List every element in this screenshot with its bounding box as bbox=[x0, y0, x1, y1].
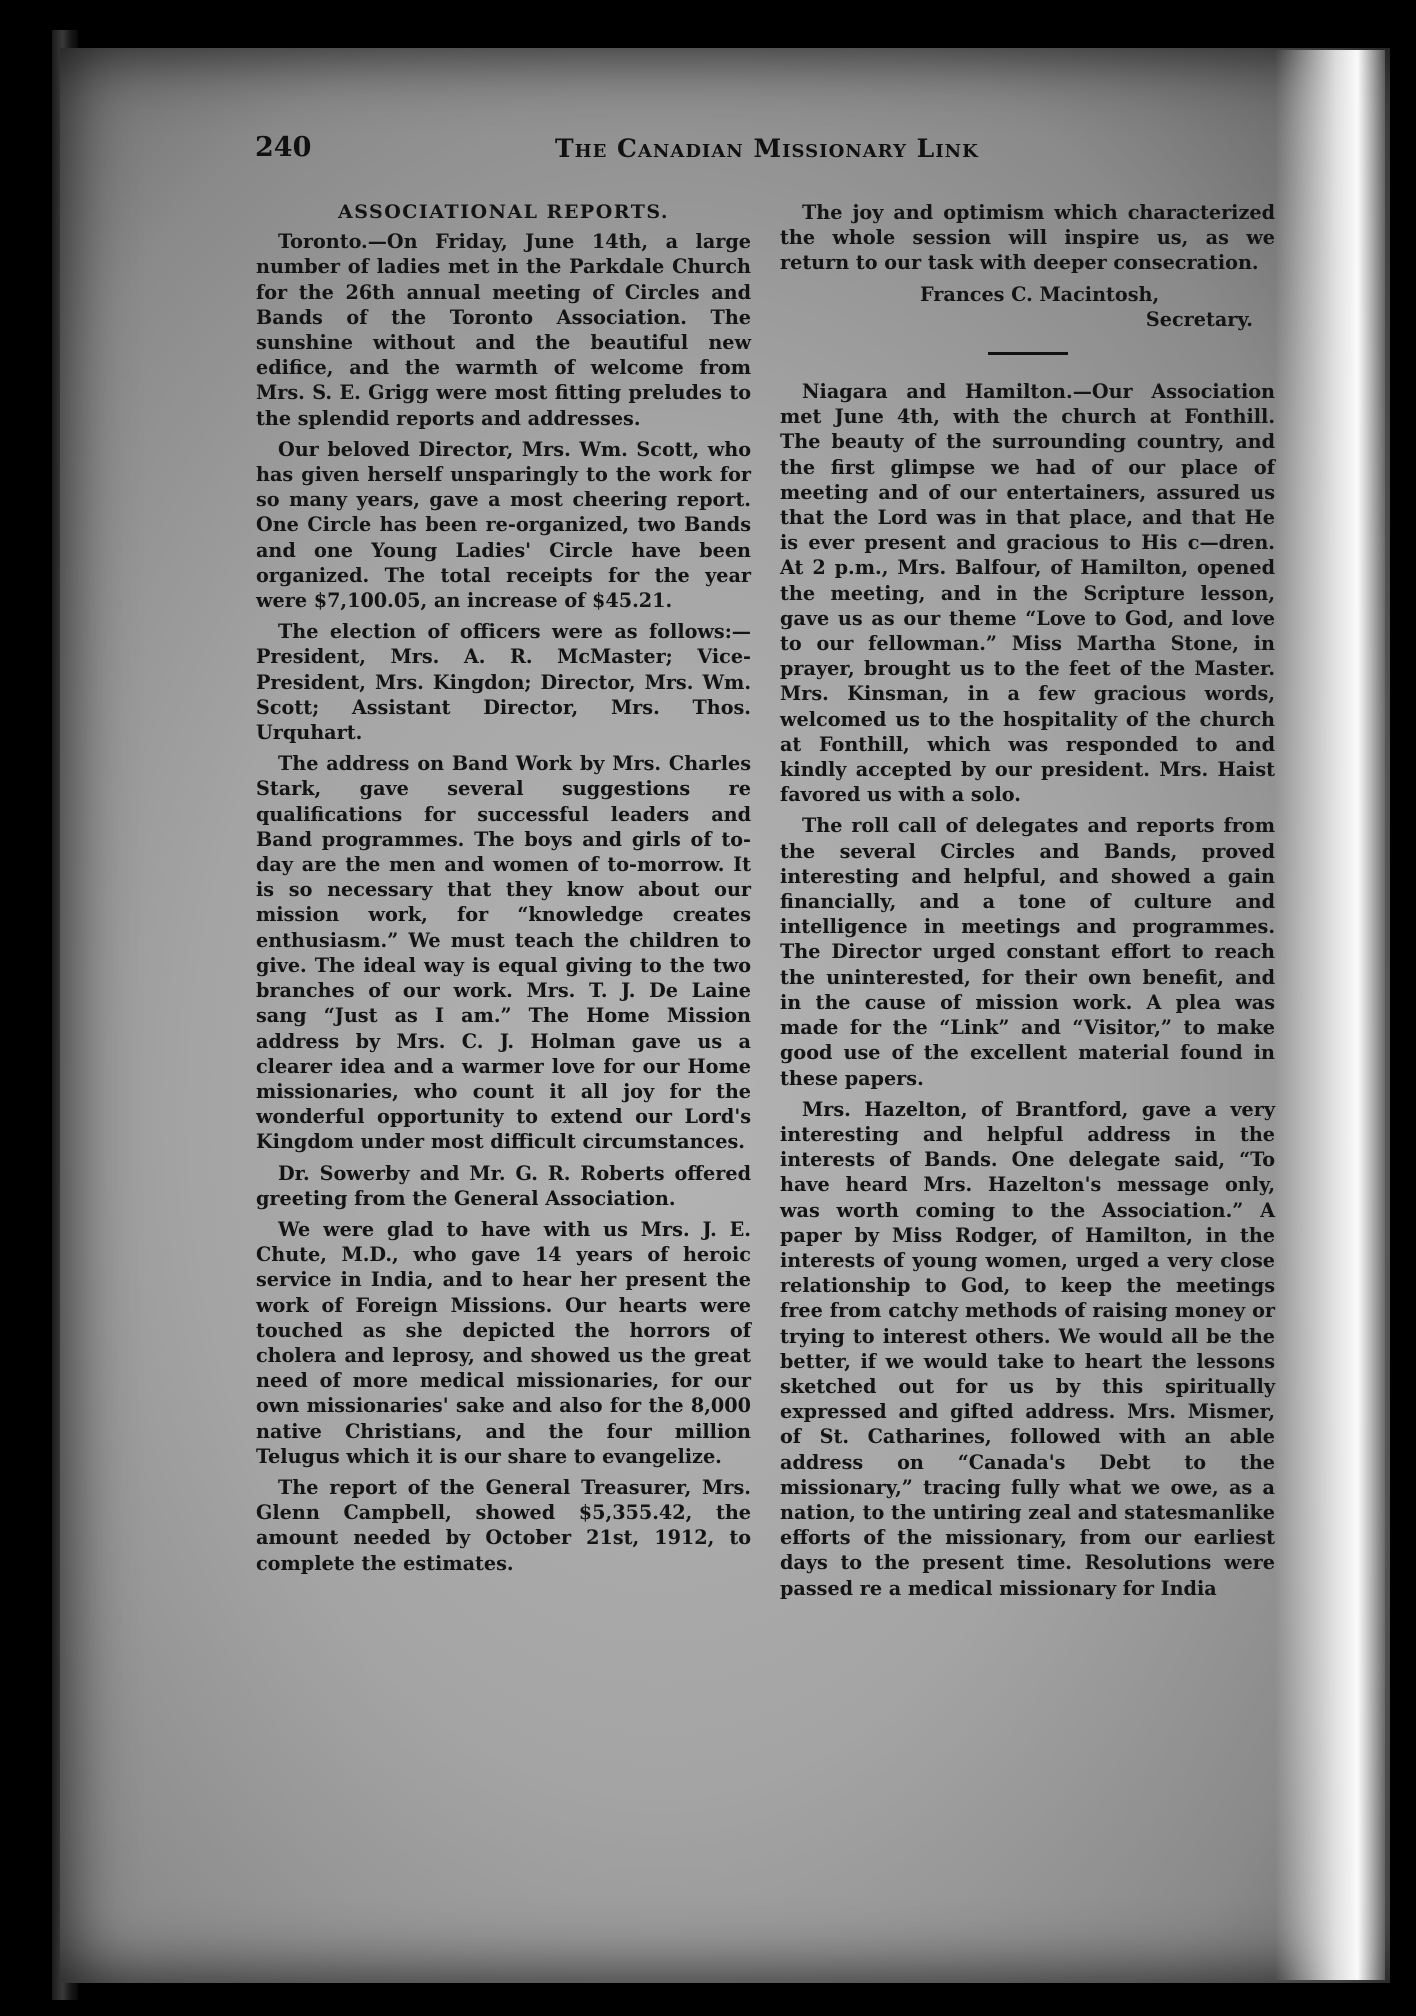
left-column bbox=[256, 200, 751, 1582]
signature-name: Frances C. Macintosh, bbox=[920, 282, 1160, 306]
signature-title: Secretary. bbox=[1145, 307, 1253, 331]
paragraph: The address on Band Work by Mrs. Charles Stark, gave several suggestions re qualifications for successful leaders and Band programmes. The boys and girls of to-day are the men and women of to-morrow. It is so necessary that they know about our mission work, for “knowledge creates enthusiasm.” We must teach the children to give. The ideal way is equal giving to the two branches of our work. Mrs. T. J. De Laine sang “Just as I am.” The Home Mission address by Mrs. C. J. Holman gave us a clearer idea and a warmer love for our Home missionaries, who count it all joy for the wonderful opportunity to extend our Lord's Kingdom under most difficult circumstances. bbox=[256, 752, 751, 1154]
page-number: 240 bbox=[255, 132, 312, 163]
page-header bbox=[255, 132, 1015, 172]
paragraph: Mrs. Hazelton, of Brantford, gave a very interesting and helpful address in the interests of Bands. One delegate said, “To have heard Mrs. Hazelton's message only, was worth coming to the Association.” A paper by Miss Rodger, of Hamilton, in the interests of young women, urged a very close relationship to God, to keep the meetings free from catchy methods of raising money or trying to interest others. We would all be the better, if we would take to heart the lessons sketched out for us by this spiritually expressed and gifted address. Mrs. Mismer, of St. Catharines, followed with an able address on “Canada's Debt to the missionary,” tracing fully what we owe, as a nation, to the untiring zeal and statesmanlike efforts of the missionary, from our earliest days to the present time. Resolutions were passed re a medical missionary for India bbox=[780, 1097, 1275, 1600]
paragraph: Toronto.—On Friday, June 14th, a large number of ladies met in the Parkdale Church for the 26th annual meeting of Circles and Bands of the Toronto Association. The sunshine without and the beautiful new edifice, and the warmth of welcome from Mrs. S. E. Grigg were most fitting preludes to the splendid reports and addresses. bbox=[256, 230, 751, 430]
closing-paragraph: The joy and optimism which characterized the whole session will inspire us, as we return to our task with deeper consecration. bbox=[780, 201, 1275, 275]
paragraph: Our beloved Director, Mrs. Wm. Scott, who has given herself unsparingly to the work for so many years, gave a most cheering report. One Circle has been re-organized, two Bands and one Young Ladies' Circle have been organized. The total receipts for the year were $7,100.05, an increase of $45.21. bbox=[256, 437, 751, 613]
right-column bbox=[780, 200, 1275, 1607]
paragraph: The election of officers were as follows:—President, Mrs. A. R. McMaster; Vice-President, Mrs. Kingdon; Director, Mrs. Wm. Scott; Assistant Director, Mrs. Thos. Urquhart. bbox=[256, 620, 751, 745]
section-title: ASSOCIATIONAL REPORTS. bbox=[337, 201, 670, 223]
paragraph: We were glad to have with us Mrs. J. E. Chute, M.D., who gave 14 years of heroic service in India, and to hear her present the work of Foreign Missions. Our hearts were touched as she depicted the horrors of cholera and leprosy, and showed us the great need of more medical missionaries, for our own missionaries' sake and also for the 8,000 native Christians, and the four million Telugus which it is our share to evangelize. bbox=[256, 1217, 751, 1468]
paragraph: The report of the General Treasurer, Mrs. Glenn Campbell, showed $5,355.42, the amount needed by October 21st, 1912, to complete the estimates. bbox=[256, 1475, 751, 1575]
paragraph: The roll call of delegates and reports from the several Circles and Bands, proved interesting and helpful, and showed a gain financially, and a tone of culture and intelligence in meetings and programmes. The Director urged constant effort to reach the uninterested, for their own benefit, and in the cause of mission work. A plea was made for the “Link” and “Visitor,” to make good use of the excellent material found in these papers. bbox=[780, 814, 1275, 1090]
paragraph: Niagara and Hamilton.—Our Association met June 4th, with the church at Fonthill. The beauty of the surrounding country, and the first glimpse we had of our place of meeting and of our entertainers, assured us that the Lord was in that place, and that He is ever present and gracious to His c—dren. At 2 p.m., Mrs. Balfour, of Hamilton, opened the meeting, and in the Scripture lesson, gave us as our theme “Love to God, and love to our fellowman.” Miss Martha Stone, in prayer, brought us to the feet of the Master. Mrs. Kinsman, in a few gracious words, welcomed us to the hospitality of the church at Fonthill, which was responded to and kindly accepted by our president. Mrs. Haist favored us with a solo. bbox=[780, 380, 1275, 807]
section-divider bbox=[988, 352, 1068, 355]
scan-glare bbox=[1275, 50, 1385, 1980]
journal-title: The Canadian Missionary Link bbox=[555, 134, 979, 163]
paragraph: Dr. Sowerby and Mr. G. R. Roberts offered greeting from the General Association. bbox=[256, 1161, 751, 1210]
